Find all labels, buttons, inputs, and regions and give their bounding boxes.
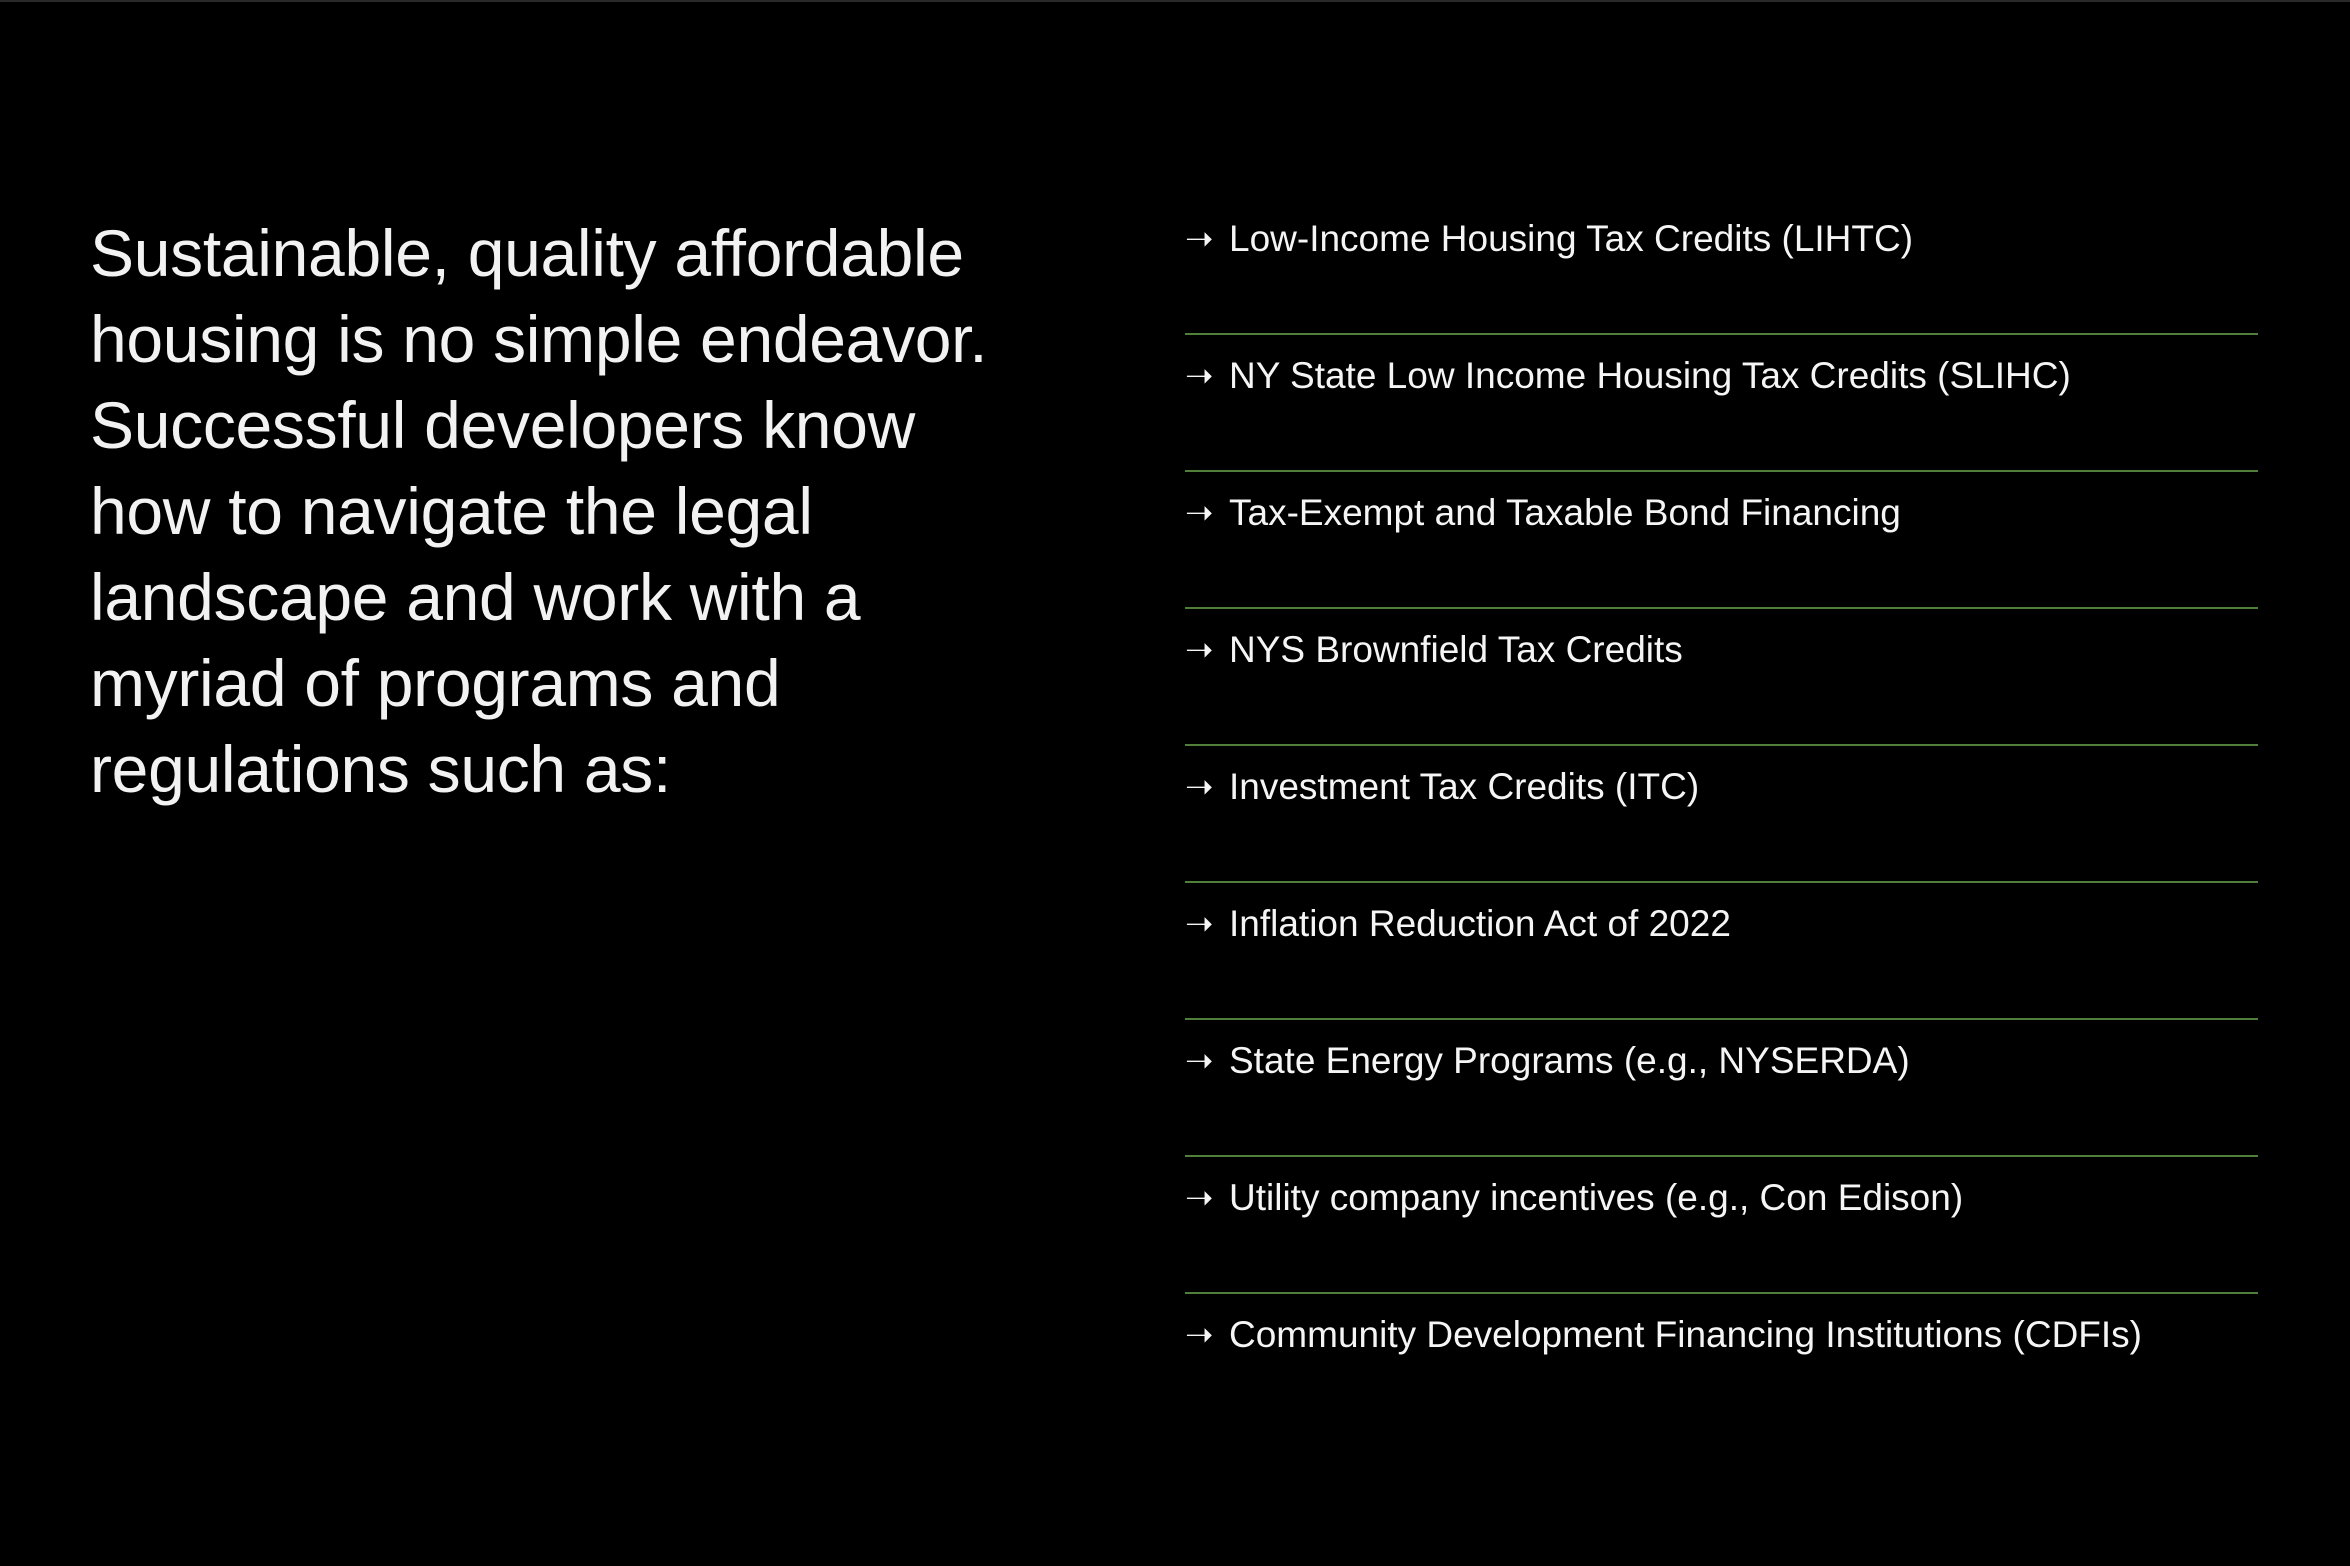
program-label: NY State Low Income Housing Tax Credits (SLIHC)	[1229, 355, 2071, 396]
list-item	[1185, 609, 2258, 746]
arrow-right-icon: ➝	[1185, 219, 1214, 259]
program-label: Community Development Financing Institutions (CDFIs)	[1229, 1314, 2142, 1355]
program-label: Utility company incentives (e.g., Con Edison)	[1229, 1177, 1964, 1218]
programs-list	[1185, 198, 2258, 1431]
arrow-right-icon: ➝	[1185, 356, 1214, 396]
list-item	[1185, 746, 2258, 883]
arrow-right-icon: ➝	[1185, 904, 1214, 944]
arrow-right-icon: ➝	[1185, 767, 1214, 807]
top-divider	[0, 0, 2350, 2]
list-item	[1185, 472, 2258, 609]
program-label: NYS Brownfield Tax Credits	[1229, 629, 1683, 670]
list-item	[1185, 883, 2258, 1020]
arrow-right-icon: ➝	[1185, 630, 1214, 670]
program-label: Tax-Exempt and Taxable Bond Financing	[1229, 492, 1901, 533]
program-label: Inflation Reduction Act of 2022	[1229, 903, 1731, 944]
arrow-right-icon: ➝	[1185, 493, 1214, 533]
arrow-right-icon: ➝	[1185, 1178, 1214, 1218]
list-item	[1185, 1157, 2258, 1294]
list-item	[1185, 1294, 2258, 1431]
program-label: Investment Tax Credits (ITC)	[1229, 766, 1700, 807]
program-label: State Energy Programs (e.g., NYSERDA)	[1229, 1040, 1910, 1081]
list-item	[1185, 198, 2258, 335]
program-label: Low-Income Housing Tax Credits (LIHTC)	[1229, 218, 1914, 259]
arrow-right-icon: ➝	[1185, 1041, 1214, 1081]
list-item	[1185, 335, 2258, 472]
list-item	[1185, 1020, 2258, 1157]
arrow-right-icon: ➝	[1185, 1315, 1214, 1355]
intro-paragraph: Sustainable, quality affordable housing is no simple endeavor. Successful developers know how to navigate the legal landscape and work with a myriad of programs and regulations such as:	[90, 216, 988, 806]
